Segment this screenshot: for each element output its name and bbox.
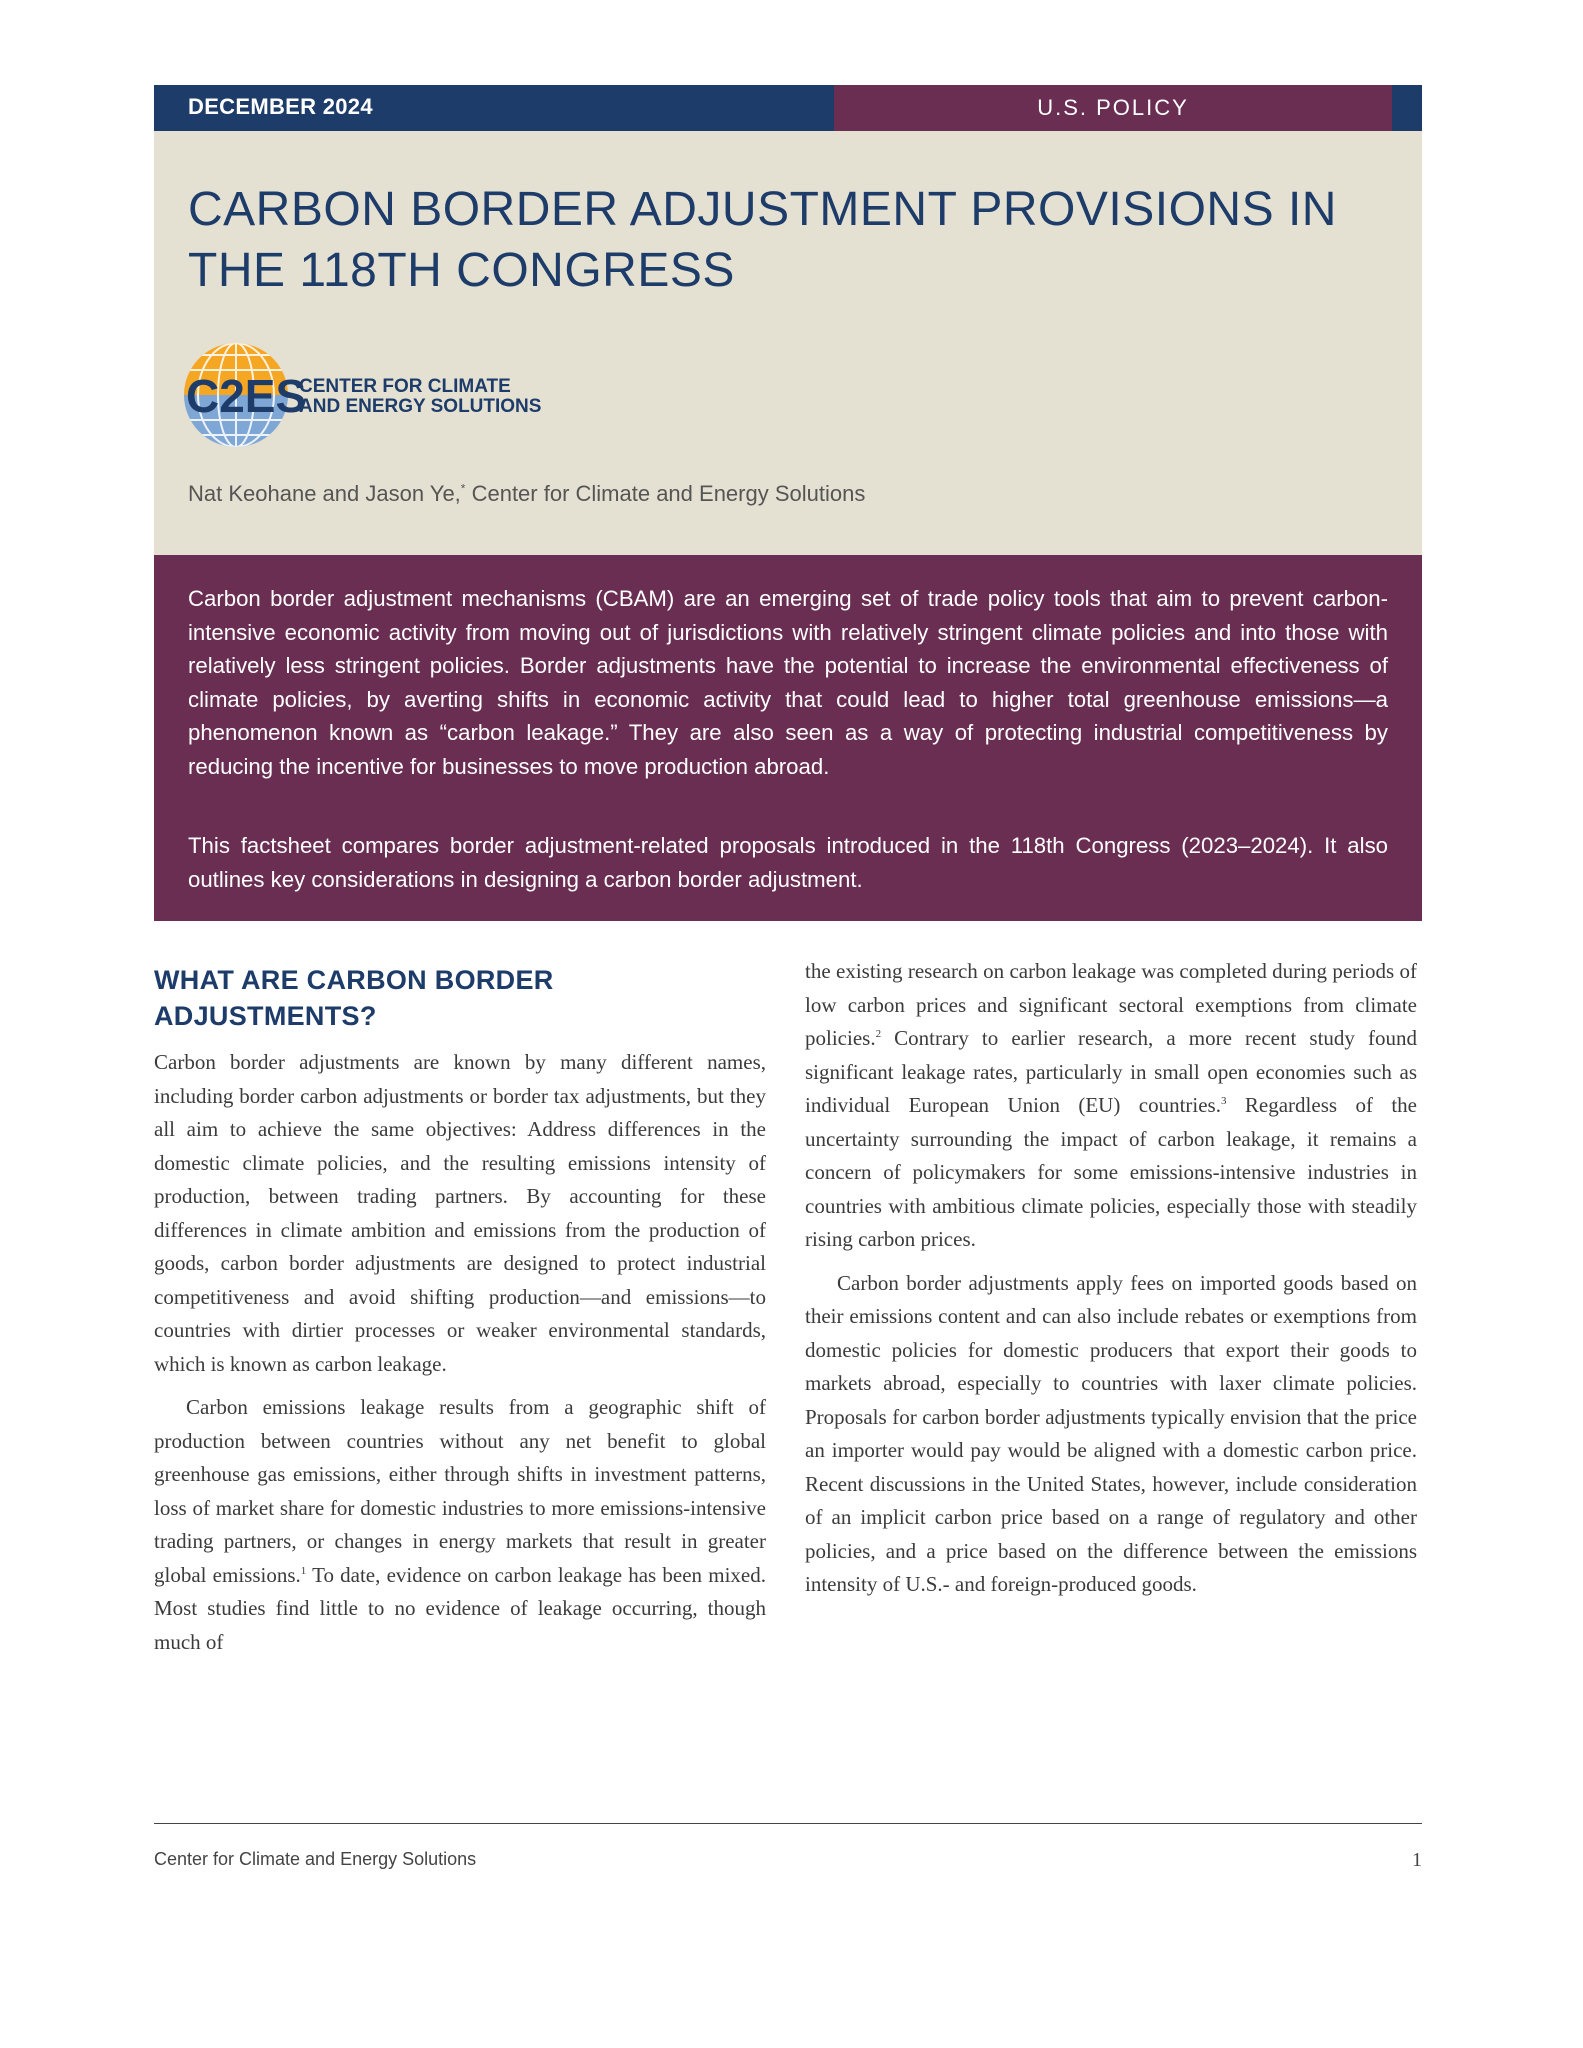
body-paragraph-1: Carbon border adjustments are known by many different names, including border carbon adjustments or border tax adjustments, but they all aim to achieve the same objectives: Address differences in the domestic climate policies, and the resulting emissions intensity of production, between trading partners. By accounting for these differences in climate ambition and emissions from the production of goods, carbon border adjustments are designed to protect industrial competitiveness and avoid shifting production—and emissions—to countries with dirtier processes or weaker environmental standards, which is known as carbon leakage.: [154, 1050, 766, 1376]
paragraph-2-text-b-continued: the existing research on carbon leakage was completed during periods of low carbon prices and significant sectoral exemptions from climate policies.: [805, 959, 1417, 1050]
footer-divider: [154, 1823, 1422, 1824]
paragraph-2-text-b: To date, evidence on carbon leakage has been mixed. Most studies find little to no evidence of leakage occurring, though much of: [154, 1562, 766, 1654]
svg-text:CENTER FOR CLIMATE: CENTER FOR CLIMATE: [299, 376, 511, 397]
category-band: [834, 85, 1392, 131]
body-column-right: [805, 955, 1417, 1602]
paragraph-2-text-d: Regardless of the uncertainty surrounding the impact of carbon leakage, it remains a concern of policymakers for some emissions-intensive industries in countries with ambitious climate policies, especially those with steadily rising carbon prices.: [805, 1093, 1418, 1251]
abstract-paragraph-1: Carbon border adjustment mechanisms (CBAM) are an emerging set of trade policy tools that aim to prevent carbon-intensive economic activity from moving out of jurisdictions with relatively stringent climate policies and into those with relatively less stringent policies. Border adjustments have the potential to increase the environmental effectiveness of climate policies, by averting shifts in economic activity that could lead to higher total greenhouse emissions—a phenomenon known as “carbon leakage.” They are also seen as a way of protecting industrial competitiveness by reducing the incentive for businesses to move production abroad.: [188, 586, 1388, 779]
body-paragraph-2: [154, 1391, 766, 1659]
section-heading: WHAT ARE CARBON BORDER ADJUSTMENTS?: [154, 965, 554, 1031]
svg-text:AND ENERGY SOLUTIONS: AND ENERGY SOLUTIONS: [299, 396, 542, 417]
author-line: [188, 481, 865, 507]
footnote-ref-3[interactable]: 3: [1220, 1095, 1227, 1107]
date-band: [154, 85, 834, 131]
category-label: U.S. POLICY: [1037, 95, 1189, 120]
globe-icon: [184, 340, 584, 450]
svg-text:C2ES: C2ES: [186, 370, 307, 422]
document-title: CARBON BORDER ADJUSTMENT PROVISIONS IN THE 118TH CONGRESS: [188, 183, 1337, 297]
title-panel: [154, 131, 1422, 555]
header-bar: [154, 85, 1422, 131]
footer-organization: Center for Climate and Energy Solutions: [154, 1849, 477, 1869]
publication-date: DECEMBER 2024: [188, 94, 373, 119]
c2es-logo: [184, 340, 584, 450]
paragraph-2-text-c: Contrary to earlier research, a more recent study found significant leakage rates, particularly in small open economies such as individual European Union (EU) countries.: [805, 1026, 1417, 1117]
author-names: Nat Keohane and Jason Ye,: [188, 481, 461, 506]
author-note-mark[interactable]: *: [460, 481, 466, 496]
abstract-box: [154, 555, 1422, 921]
page-number: 1: [1412, 1849, 1422, 1871]
paragraph-2-text-a: Carbon emissions leakage results from a geographic shift of production between countries without any net benefit to global greenhouse gas emissions, either through shifts in investment patterns, loss of market share for domestic industries to more emissions-intensive trading partners, or changes in energy markets that result in greater global emissions.: [154, 1395, 766, 1587]
body-paragraph-2-continued: [805, 955, 1417, 1257]
author-affiliation: Center for Climate and Energy Solutions: [465, 481, 866, 506]
body-column-left: [154, 955, 766, 1659]
body-paragraph-3: Carbon border adjustments apply fees on imported goods based on their emissions content and can also include rebates or exemptions from domestic policies for domestic producers that export their goods to markets abroad, especially to countries with laxer climate policies. Proposals for carbon border adjustments typically envision that the price an importer would pay would be aligned with a domestic carbon price. Recent discussions in the United States, however, include consideration of an implicit carbon price based on a range of regulatory and other policies, and a price based on the difference between the emissions intensity of U.S.- and foreign-produced goods.: [805, 1270, 1417, 1596]
header-bar-end: [1392, 85, 1422, 131]
abstract-paragraph-2: This factsheet compares border adjustment-related proposals introduced in the 118th Congress (2023–2024). It also outlines key considerations in designing a carbon border adjustment.: [188, 833, 1388, 892]
footnote-ref-2[interactable]: 2: [875, 1028, 882, 1040]
footnote-ref-1[interactable]: 1: [300, 1564, 307, 1577]
